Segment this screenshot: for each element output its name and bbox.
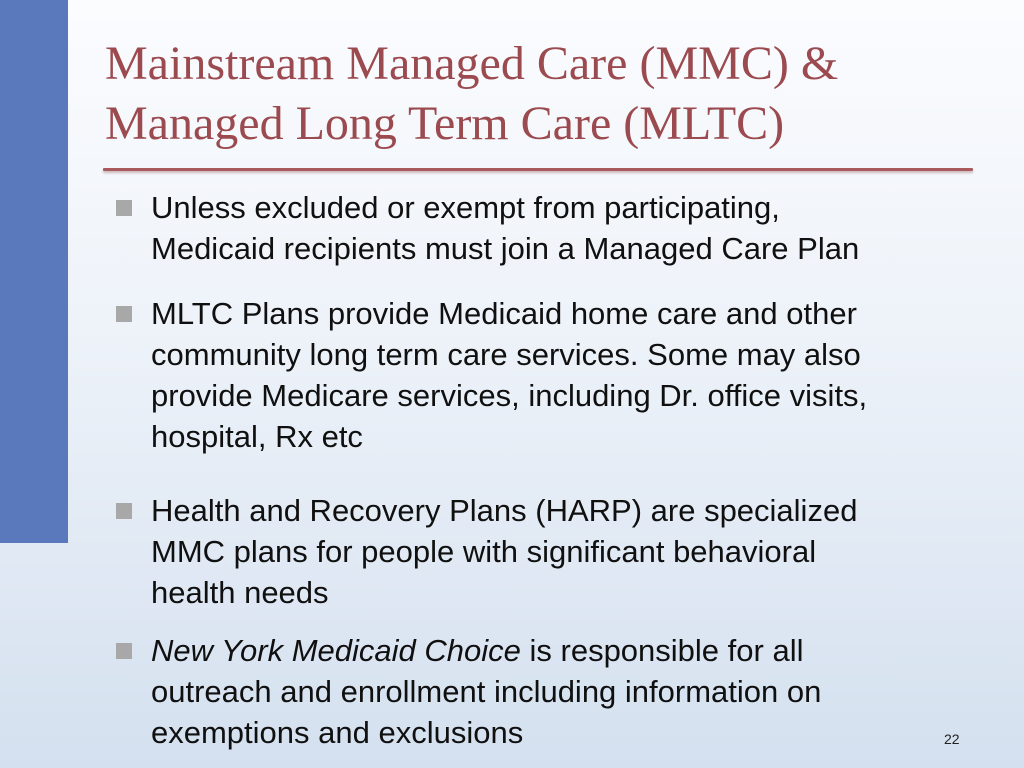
program-name: New York Medicaid Choice: [151, 633, 521, 668]
bullet-line: hospital, Rx etc: [151, 419, 363, 454]
title-line: Mainstream Managed Care (MMC) &: [105, 37, 839, 90]
bullet-text: [151, 630, 821, 753]
title-line: Managed Long Term Care (MLTC): [105, 97, 785, 150]
slide-title: [105, 34, 985, 154]
bullet-line: provide Medicare services, including Dr. office visits,: [151, 378, 868, 413]
bullet-line: MLTC Plans provide Medicaid home care and other: [151, 296, 857, 331]
bullet-line: health needs: [151, 575, 329, 610]
title-divider: [103, 168, 973, 171]
bullet-line: community long term care services. Some may also: [151, 337, 861, 372]
bullet-line-rest: is responsible for all: [520, 633, 804, 668]
page-number: 22: [944, 731, 960, 747]
bullet-line: exemptions and exclusions: [151, 715, 524, 750]
bullet-text: [151, 187, 859, 269]
bullet-text: [151, 490, 857, 613]
square-bullet-icon: [116, 503, 132, 519]
side-accent-bar: [0, 0, 68, 543]
bullet-line: Health and Recovery Plans (HARP) are specialized: [151, 493, 858, 528]
square-bullet-icon: [116, 306, 132, 322]
square-bullet-icon: [116, 200, 132, 216]
bullet-text: [151, 293, 867, 457]
bullet-line: Medicaid recipients must join a Managed Care Plan: [151, 231, 860, 266]
bullet-line: Unless excluded or exempt from participating,: [151, 190, 780, 225]
bullet-line: outreach and enrollment including information on: [151, 674, 822, 709]
square-bullet-icon: [116, 643, 132, 659]
bullet-line: MMC plans for people with significant behavioral: [151, 534, 817, 569]
bullet-line: [151, 630, 821, 671]
